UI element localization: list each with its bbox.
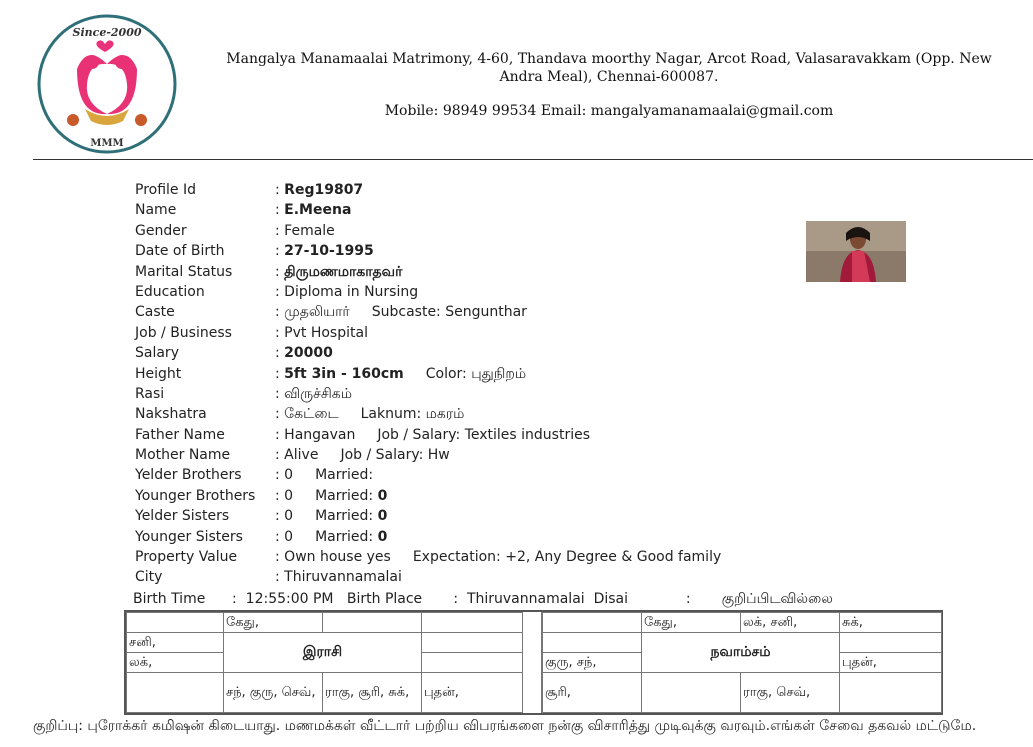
disclaimer-note: குறிப்பு: புரோக்கர் கமிஷன் கிடையாது. மணமக்கள் வீட்டார் பற்றிய விபரங்களை நன்கு விசாரித்து முடிவுக்கு வரவும்.எங்கள் சேவை தகவல் மட்டுமே. [33, 718, 977, 734]
row-property [135, 547, 855, 567]
dob-value: 27-10-1995 [284, 243, 374, 260]
navamsam-house-12 [543, 633, 642, 653]
row-city [135, 567, 855, 587]
value: : 27-10-1995 [275, 243, 374, 260]
label: Father Name [135, 426, 225, 443]
label: Profile Id [135, 182, 196, 198]
father-job-value: Textiles industries [464, 426, 590, 443]
rasi-chart-title: இராசி [224, 633, 422, 673]
rasi-house-4 [422, 613, 523, 633]
value: : 0 Married: 0 [275, 487, 388, 504]
rasi-chart [126, 612, 523, 713]
rasi-house-3 [323, 613, 422, 633]
married-label: Married: [315, 528, 374, 545]
value: : Diploma in Nursing [275, 283, 419, 300]
row-younger-brothers [135, 486, 855, 506]
value: : 0 Married: 0 [275, 528, 388, 545]
subcaste-value: Sengunthar [445, 304, 527, 321]
row-name [135, 200, 855, 220]
navamsam-house-4: சுக், [840, 613, 942, 633]
nakshatra-value: கேட்டை [284, 406, 339, 423]
value: : திருமணமாகாதவர் [275, 263, 403, 280]
rasi-value: விருச்சிகம் [284, 385, 353, 402]
value: : Own house yes Expectation: +2, Any Degree & Good family [275, 549, 722, 566]
father-value: Hangavan [284, 426, 356, 443]
value: : 0 Married: 0 [275, 508, 388, 525]
disai-value: குறிப்பிடவில்லை [721, 591, 833, 607]
row-elder-brothers [135, 465, 855, 485]
rasi-house-8: ராகு, சூரி, சுக், [323, 673, 422, 713]
laknum-label: Laknum: [360, 406, 422, 423]
value: : E.Meena [275, 202, 352, 219]
label: Nakshatra [135, 406, 207, 423]
value: : Hangavan Job / Salary: Textiles industries [275, 426, 590, 443]
subcaste-label: Subcaste: [371, 304, 441, 321]
married-value: 0 [377, 528, 388, 545]
label: Education [135, 283, 205, 300]
value: : 20000 [275, 345, 333, 362]
rasi-house-2: கேது, [224, 613, 323, 633]
salary-value: 20000 [284, 345, 333, 362]
row-younger-sisters [135, 527, 855, 547]
rasi-house-9: சந், குரு, செவ், [224, 673, 323, 713]
value: : முதலியார் Subcaste: Sengunthar [275, 304, 527, 321]
expectation-label: Expectation: [412, 549, 501, 566]
elder-brothers-value: 0 [284, 467, 294, 484]
navamsam-house-2: கேது, [642, 613, 741, 633]
married-value: 0 [377, 508, 388, 525]
navamsam-house-6: புதன், [840, 653, 942, 673]
gender-value: Female [284, 222, 335, 239]
row-father [135, 425, 855, 445]
disai-label: Disai [593, 591, 629, 607]
father-job-label: Job / Salary: [377, 426, 461, 443]
rasi-house-12: சனி, [127, 633, 224, 653]
row-caste [135, 302, 855, 322]
birth-details: Birth Time : 12:55:00 PM Birth Place : Thiruvannamalai Disai : குறிப்பிடவில்லை [133, 591, 833, 607]
row-gender [135, 221, 855, 241]
label: Yelder Sisters [135, 508, 230, 525]
birth-place-value: Thiruvannamalai [466, 591, 585, 607]
row-marital [135, 262, 855, 282]
birth-place-label: Birth Place [346, 591, 423, 607]
married-label: Married: [315, 487, 374, 504]
navamsam-house-8: ராகு, செவ், [741, 673, 840, 713]
company-address: Mangalya Manamaalai Matrimony, 4-60, Thandava moorthy Nagar, Arcot Road, Valasaravakkam (Opp. New Andra Meal), Chennai-600087. [226, 51, 992, 85]
profile-photo [806, 221, 906, 282]
row-rasi [135, 384, 855, 404]
education-value: Diploma in Nursing [284, 283, 419, 300]
chart-separator [522, 612, 542, 713]
navamsam-house-9 [642, 673, 741, 713]
mother-job-label: Job / Salary: [340, 447, 424, 464]
rasi-house-11: லக், [127, 653, 224, 673]
navamsam-house-3: லக், சனி, [741, 613, 840, 633]
navamsam-chart [542, 612, 942, 713]
row-dob [135, 241, 855, 261]
label: City [135, 569, 163, 586]
city-value: Thiruvannamalai [284, 569, 402, 586]
rasi-house-10 [127, 673, 224, 713]
navamsam-house-10: சூரி, [543, 673, 642, 713]
page-header [0, 0, 1033, 160]
profile-id-value: Reg19807 [284, 182, 364, 198]
row-job [135, 323, 855, 343]
birth-time-label: Birth Time [133, 591, 206, 607]
navamsam-house-7 [840, 673, 942, 713]
rasi-house-7: புதன், [422, 673, 523, 713]
elder-sisters-value: 0 [284, 508, 294, 525]
value: : விருச்சிகம் [275, 385, 353, 402]
mother-value: Alive [284, 447, 319, 464]
navamsam-house-1 [543, 613, 642, 633]
company-contact: Mobile: 98949 99534 Email: mangalyamanamaalai@gmail.com [384, 103, 834, 119]
married-label: Married: [315, 467, 374, 484]
header-divider [33, 159, 1033, 160]
row-elder-sisters [135, 506, 855, 526]
rasi-house-5 [422, 633, 523, 653]
younger-brothers-value: 0 [284, 487, 294, 504]
navamsam-house-5 [840, 633, 942, 653]
label: Younger Sisters [135, 528, 243, 545]
job-value: Pvt Hospital [284, 324, 368, 341]
profile-details [135, 180, 855, 588]
value: : கேட்டை Laknum: மகரம் [275, 406, 465, 423]
value: : 5ft 3in - 160cm Color: புதுநிறம் [275, 365, 527, 382]
row-education [135, 282, 855, 302]
row-mother [135, 445, 855, 465]
value: : Reg19807 [275, 182, 364, 198]
value: : Alive Job / Salary: Hw [275, 447, 450, 464]
label: Job / Business [135, 324, 232, 341]
birth-time-value: 12:55:00 PM [245, 591, 334, 607]
rasi-house-6 [422, 653, 523, 673]
younger-sisters-value: 0 [284, 528, 294, 545]
navamsam-chart-title: நவாம்சம் [642, 633, 840, 673]
marital-value: திருமணமாகாதவர் [284, 263, 403, 280]
label: Yelder Brothers [135, 467, 242, 484]
label: Caste [135, 304, 175, 321]
label: Date of Birth [135, 243, 225, 260]
row-height [135, 364, 855, 384]
value: : Pvt Hospital [275, 324, 368, 341]
row-profile-id [135, 180, 855, 200]
laknum-value: மகரம் [425, 406, 465, 423]
color-label: Color: [425, 365, 467, 382]
height-value: 5ft 3in - 160cm [284, 365, 404, 382]
row-nakshatra [135, 404, 855, 424]
married-value: 0 [377, 487, 388, 504]
caste-value: முதலியார் [284, 304, 350, 321]
matrimony-logo [37, 14, 177, 154]
navamsam-house-11: குரு, சந், [543, 653, 642, 673]
label: Marital Status [135, 263, 233, 280]
value: : Thiruvannamalai [275, 569, 402, 586]
logo-since-text: Since-2000 [72, 26, 142, 39]
row-salary [135, 343, 855, 363]
rasi-house-1 [127, 613, 224, 633]
label: Property Value [135, 549, 238, 566]
label: Rasi [135, 385, 165, 402]
label: Name [135, 202, 177, 219]
label: Gender [135, 222, 187, 239]
property-value: Own house yes [284, 549, 391, 566]
label: Mother Name [135, 447, 231, 464]
horoscope-charts [124, 610, 943, 715]
name-value: E.Meena [284, 202, 352, 219]
color-value: புதுநிறம் [471, 365, 527, 382]
logo-mmm-text: MMM [90, 138, 124, 149]
value: : Female [275, 222, 335, 239]
married-label: Married: [315, 508, 374, 525]
expectation-value: +2, Any Degree & Good family [505, 549, 722, 566]
value: : 0 Married: [275, 467, 374, 484]
label: Salary [135, 345, 179, 362]
label: Younger Brothers [135, 487, 256, 504]
label: Height [135, 365, 182, 382]
mother-job-value: Hw [427, 447, 450, 464]
